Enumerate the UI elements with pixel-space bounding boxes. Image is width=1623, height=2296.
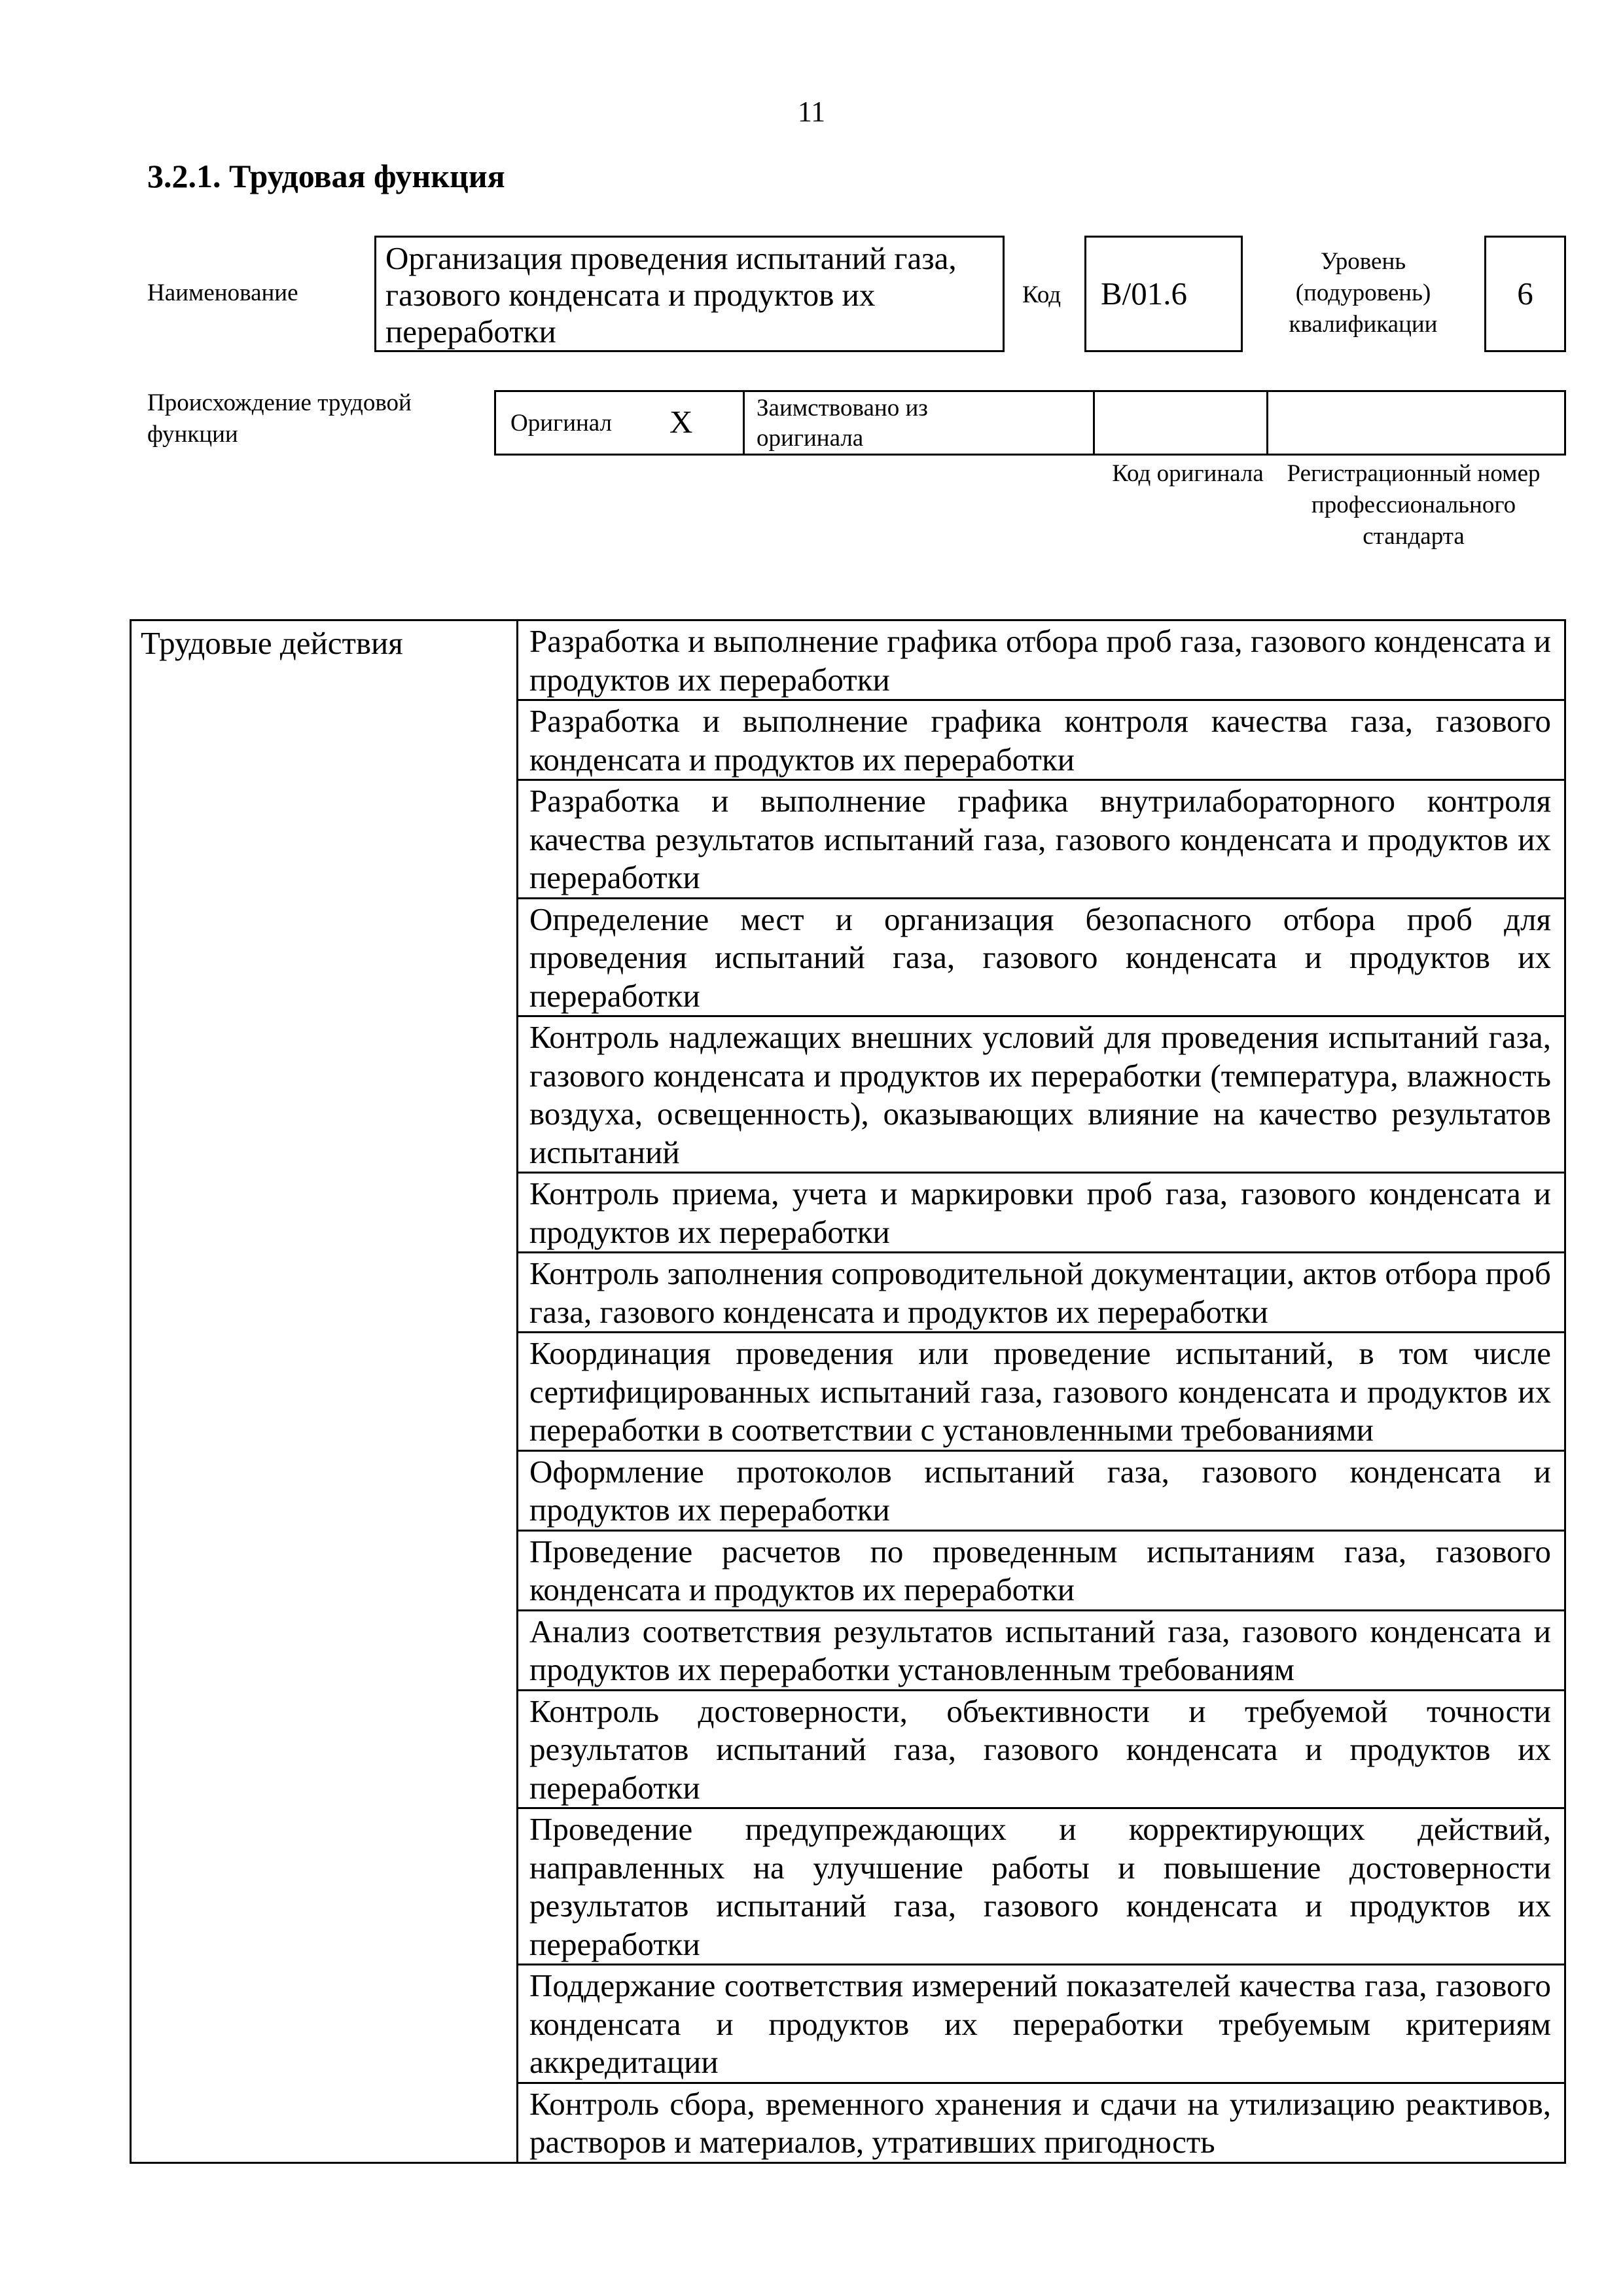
function-name-value: Организация проведения испытаний газа, газового конденсата и продуктов их переработки <box>385 240 957 350</box>
action-item: Контроль сбора, временного хранения и сдачи на утилизацию реактивов, растворов и материалов, утративших пригодность <box>518 2083 1565 2162</box>
code-original-cell <box>1095 392 1268 454</box>
code-value: B/01.6 <box>1101 276 1188 312</box>
action-item: Контроль надлежащих внешних условий для проведения испытаний газа, газового конденсата и продуктов их переработки (температура, влажность воздуха, освещенность), оказывающих влияние на качество результатов испытаний <box>518 1016 1565 1173</box>
name-label: Наименование <box>147 279 298 306</box>
action-item: Разработка и выполнение графика внутрилабораторного контроля качества результатов испытаний газа, газового конденсата и продуктов их переработки <box>518 780 1565 899</box>
level-label: Уровень (подуровень) квалификации <box>1289 248 1438 338</box>
action-item: Контроль заполнения сопроводительной документации, актов отбора проб газа, газового конденсата и продуктов их переработки <box>518 1253 1565 1333</box>
action-item: Контроль достоверности, объективности и требуемой точности результатов испытаний газа, газового конденсата и продуктов их переработки <box>518 1690 1565 1808</box>
action-item: Оформление протоколов испытаний газа, газового конденсата и продуктов их переработки <box>518 1450 1565 1530</box>
table-row <box>131 620 1565 700</box>
action-item: Проведение предупреждающих и корректирующих действий, направленных на улучшение работы и повышение достоверности результатов испытаний газа, газового конденсата и продуктов их переработки <box>518 1808 1565 1965</box>
section-title: 3.2.1. Трудовая функция <box>147 158 505 194</box>
action-item: Разработка и выполнение графика контроля качества газа, газового конденсата и продуктов их переработки <box>518 700 1565 780</box>
borrowed-cell <box>745 392 1095 454</box>
origin-row <box>494 390 1566 456</box>
code-label: Код <box>1022 281 1061 308</box>
reg-number-cell <box>1268 392 1564 454</box>
origin-label: Происхождение трудовой функции <box>147 389 412 448</box>
code-original-caption: Код оригинала <box>1112 460 1264 487</box>
function-name-box <box>374 236 1005 352</box>
action-item: Определение мест и организация безопасного отбора проб для проведения испытаний газа, газового конденсата и продуктов их переработки <box>518 898 1565 1016</box>
labour-actions-table <box>130 619 1566 2164</box>
action-item: Координация проведения или проведение испытаний, в том числе сертифицированных испытаний газа, газового конденсата и продуктов их переработки в соответствии с установленными требованиями <box>518 1333 1565 1451</box>
action-item: Разработка и выполнение графика отбора проб газа, газового конденсата и продуктов их переработки <box>518 620 1565 700</box>
action-item: Проведение расчетов по проведенным испытаниям газа, газового конденсата и продуктов их переработки <box>518 1530 1565 1610</box>
original-cell <box>496 392 745 454</box>
page-number: 11 <box>797 96 826 128</box>
action-item: Анализ соответствия результатов испытаний газа, газового конденсата и продуктов их переработки установленным требованиям <box>518 1610 1565 1690</box>
actions-label: Трудовые действия <box>131 620 518 2163</box>
original-mark: X <box>669 404 693 440</box>
original-label: Оригинал <box>510 410 613 437</box>
reg-number-caption: Регистрационный номер профессионального стандарта <box>1287 460 1541 550</box>
action-item: Поддержание соответствия измерений показателей качества газа, газового конденсата и продуктов их переработки требуемым критериям аккредитации <box>518 1965 1565 2083</box>
level-box <box>1484 236 1566 352</box>
code-box <box>1084 236 1243 352</box>
borrowed-label: Заимствовано из оригинала <box>757 395 928 452</box>
action-item: Контроль приема, учета и маркировки проб газа, газового конденсата и продуктов их переработки <box>518 1173 1565 1253</box>
level-value: 6 <box>1517 276 1533 312</box>
